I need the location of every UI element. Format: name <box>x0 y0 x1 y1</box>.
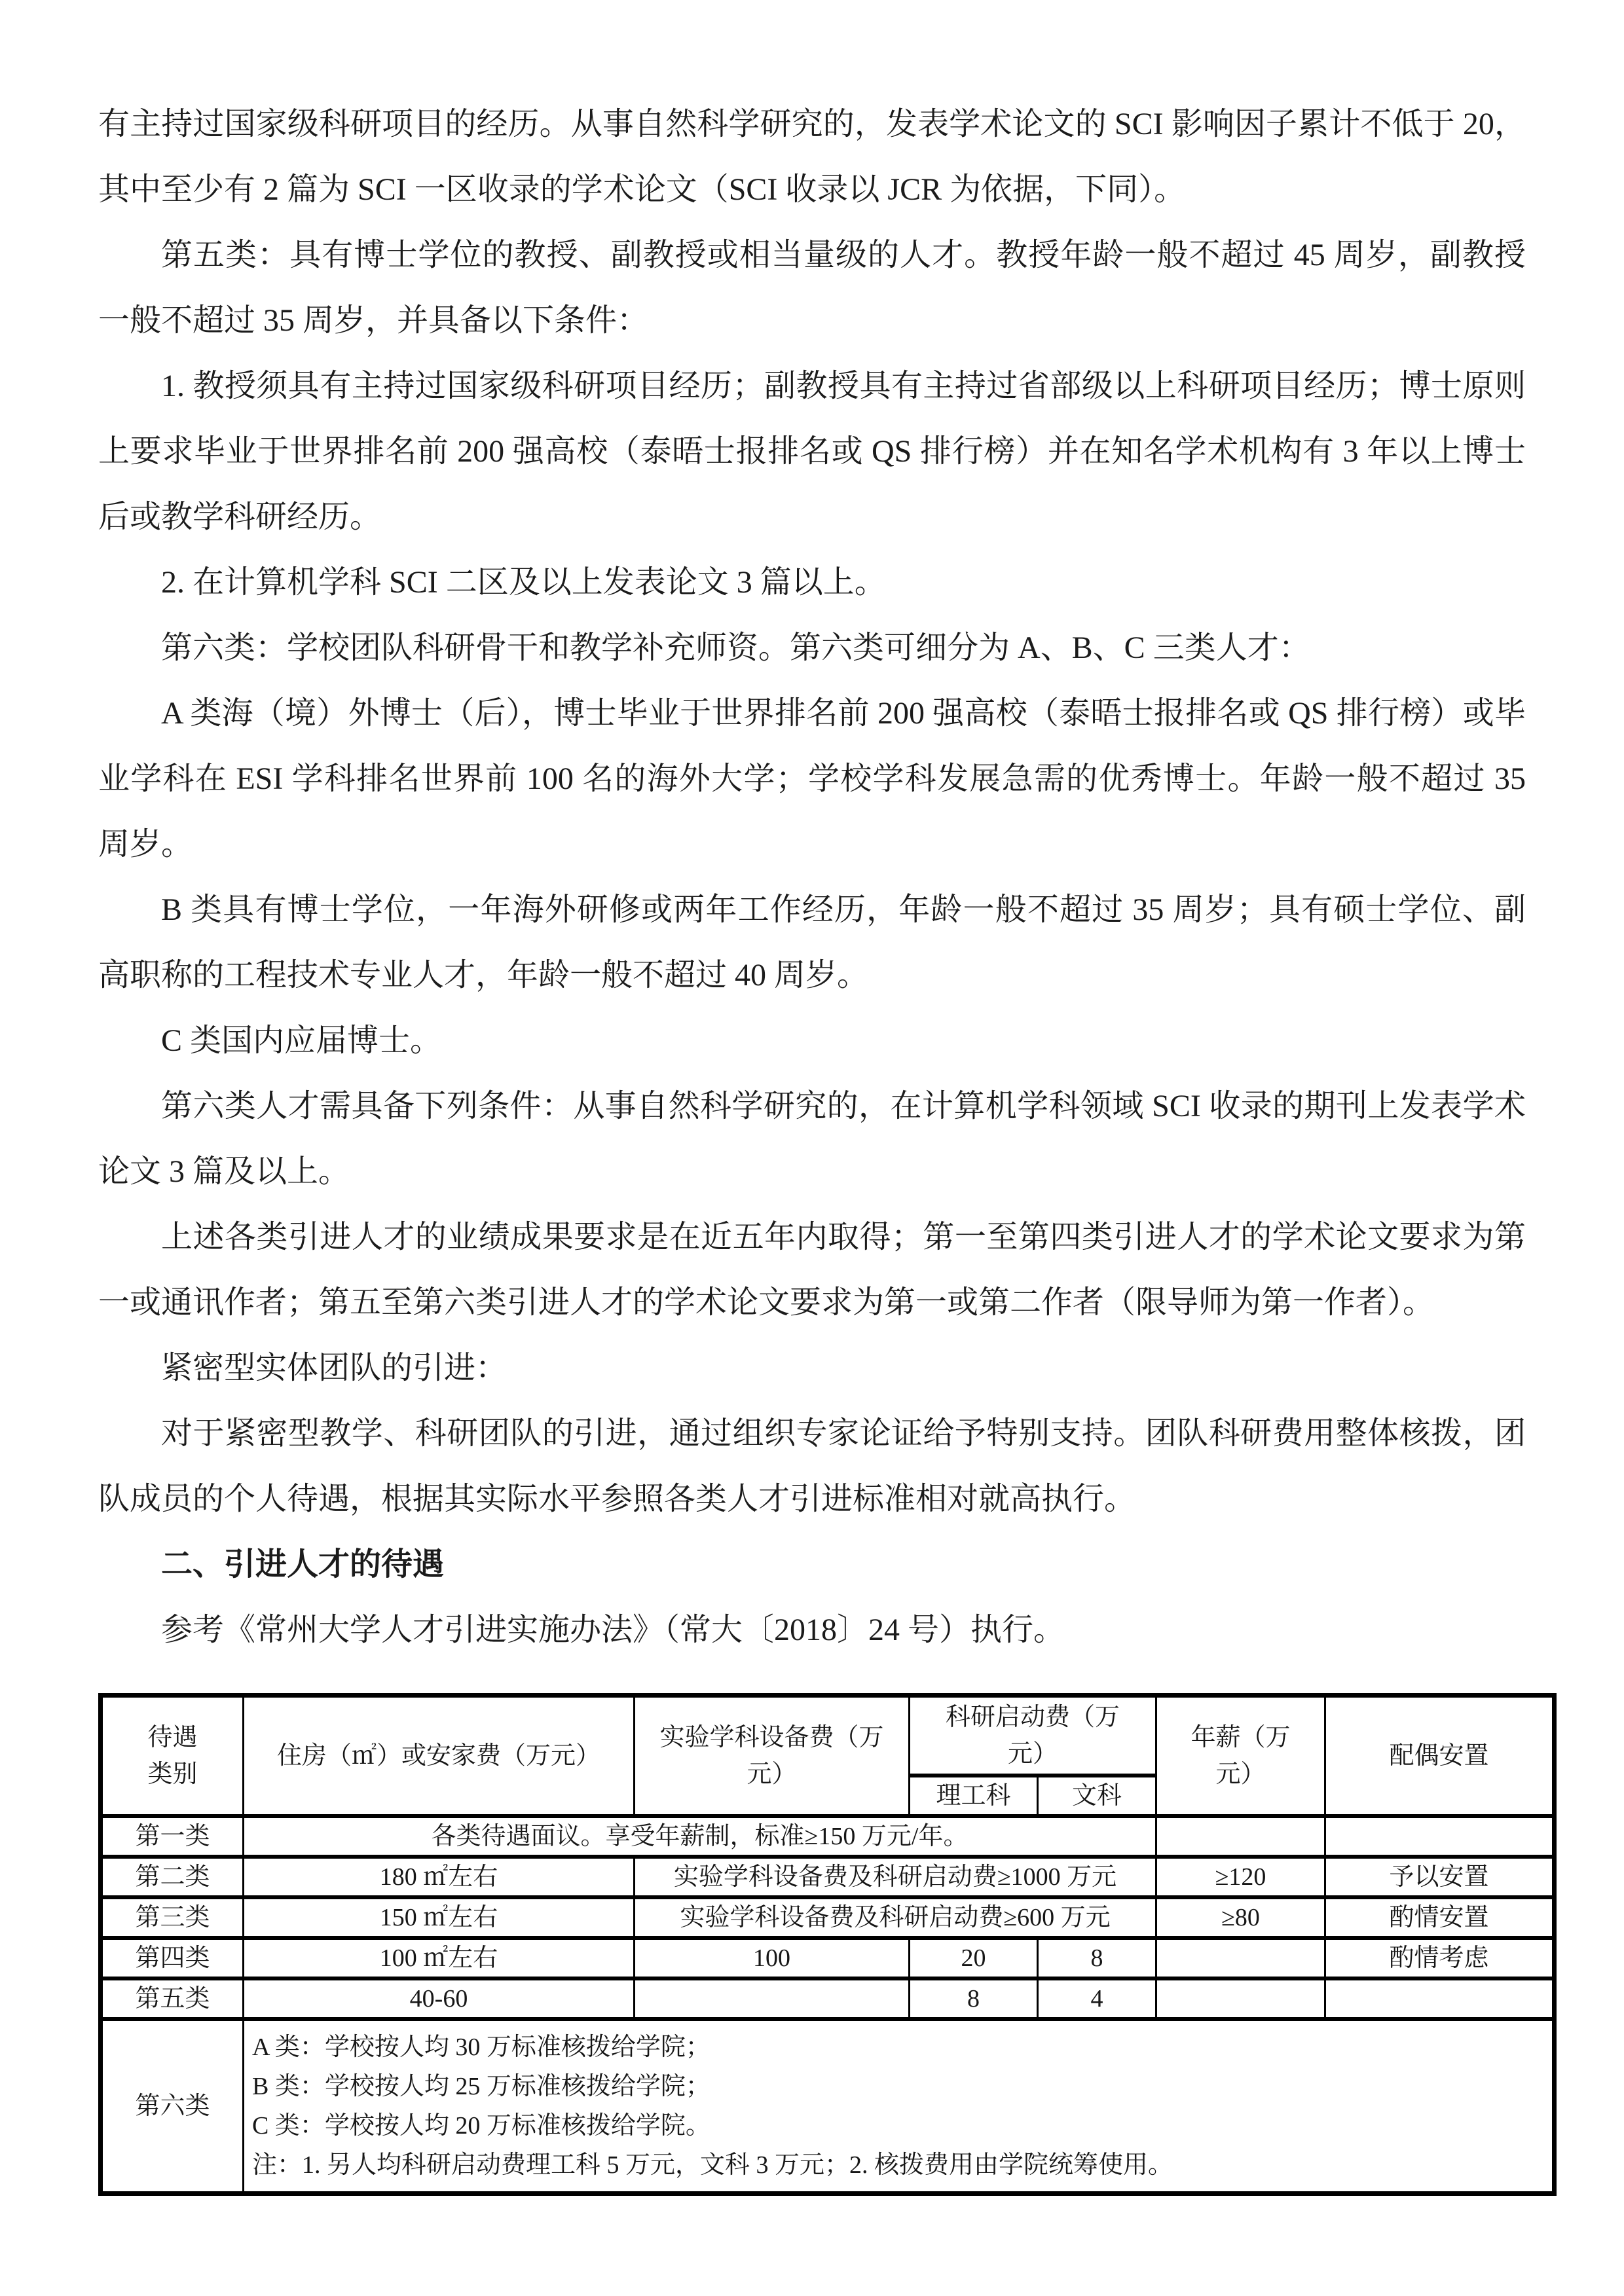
body-paragraph: 紧密型实体团队的引进： <box>161 1351 507 1385</box>
body-paragraph: 有主持过国家级科研项目的经历。从事自然科学研究的，发表学术论文的 SCI 影响因子累计不低于 20，其中至少有 2 篇为 SCI 一区收录的学术论文（SCI 收录以 JCR 为依据，下同）。 <box>98 107 1526 207</box>
cell-housing: 180 ㎡左右 <box>244 1857 635 1897</box>
cell-salary: ≥80 <box>1156 1897 1325 1938</box>
cell-equipment: 100 <box>635 1938 910 1978</box>
benefits-table <box>98 1693 1557 2196</box>
cell-salary <box>1156 1816 1325 1857</box>
body-paragraph: 1. 教授须具有主持过国家级科研项目经历；副教授具有主持过省部级以上科研项目经历；博士原则上要求毕业于世界排名前 200 强高校（泰晤士报排名或 QS 排行榜）并在知名学术机构有 3 年以上博士后或教学科研经历。 <box>98 369 1526 534</box>
body-paragraph: 第五类：具有博士学位的教授、副教授或相当量级的人才。教授年龄一般不超过 45 周岁，副教授一般不超过 35 周岁，并具备以下条件： <box>98 238 1526 338</box>
cell-salary <box>1156 1978 1325 2019</box>
table-header-row <box>101 1696 1555 1776</box>
column-header-spouse: 配偶安置 <box>1325 1696 1555 1817</box>
table-row-category-6 <box>101 2019 1555 2194</box>
body-paragraph: 上述各类引进人才的业绩成果要求是在近五年内取得；第一至第四类引进人才的学术论文要求为第一或通讯作者；第五至第六类引进人才的学术论文要求为第一或第二作者（限导师为第一作者）。 <box>98 1220 1526 1320</box>
section-heading: 二、引进人才的待遇 <box>161 1547 445 1582</box>
cell-housing: 150 ㎡左右 <box>244 1897 635 1938</box>
table-row-category-2 <box>101 1857 1555 1897</box>
body-paragraph: B 类具有博士学位，一年海外研修或两年工作经历，年龄一般不超过 35 周岁；具有硕士学位、副高职称的工程技术专业人才，年龄一般不超过 40 周岁。 <box>98 892 1526 993</box>
column-header-startup-arts: 文科 <box>1038 1776 1156 1816</box>
column-header-category-label: 待遇类别 <box>147 1724 198 1788</box>
cell-spouse: 酌情考虑 <box>1325 1938 1555 1978</box>
category-6-line-a: A 类：学校按人均 30 万标准核拨给学院； <box>252 2033 710 2061</box>
table-row-category-5 <box>101 1978 1555 2019</box>
body-paragraph: A 类海（境）外博士（后），博士毕业于世界排名前 200 强高校（泰晤士报排名或 QS 排行榜）或毕业学科在 ESI 学科排名世界前 100 名的海外大学；学校学科发展急需的优秀博士。年龄一般不超过 35 周岁。 <box>98 696 1526 862</box>
cell-spouse <box>1325 1978 1555 2019</box>
cell-spouse <box>1325 1816 1555 1857</box>
cell-category: 第五类 <box>101 1978 244 2019</box>
cell-category: 第三类 <box>101 1897 244 1938</box>
column-header-salary-label: 年薪（万元） <box>1190 1724 1291 1788</box>
cell-spouse: 予以安置 <box>1325 1857 1555 1897</box>
category-6-line-c: C 类：学校按人均 20 万标准核拨给学院。 <box>252 2112 710 2140</box>
cell-startup-arts: 4 <box>1038 1978 1156 2019</box>
cell-category: 第四类 <box>101 1938 244 1978</box>
cell-salary: ≥120 <box>1156 1857 1325 1897</box>
cell-housing: 100 ㎡左右 <box>244 1938 635 1978</box>
body-paragraph: 参考《常州大学人才引进实施办法》（常大〔2018〕24 号）执行。 <box>161 1613 1065 1647</box>
column-header-startup-stem: 理工科 <box>910 1776 1038 1816</box>
body-paragraph: 第六类人才需具备下列条件：从事自然科学研究的，在计算机学科领域 SCI 收录的期刊上发表学术论文 3 篇及以上。 <box>98 1089 1526 1189</box>
cell-merged-fees: 实验学科设备费及科研启动费≥600 万元 <box>635 1897 1156 1938</box>
cell-category: 第六类 <box>101 2019 244 2194</box>
cell-salary <box>1156 1938 1325 1978</box>
column-header-startup-label: 科研启动费（万元） <box>945 1704 1120 1768</box>
table-row-category-3 <box>101 1897 1555 1938</box>
cell-housing: 40-60 <box>244 1978 635 2019</box>
table-row-category-1 <box>101 1816 1555 1857</box>
body-paragraph: 对于紧密型教学、科研团队的引进，通过组织专家论证给予特别支持。团队科研费用整体核拨，团队成员的个人待遇，根据其实际水平参照各类人才引进标准相对就高执行。 <box>98 1416 1526 1516</box>
category-6-line-b: B 类：学校按人均 25 万标准核拨给学院； <box>252 2073 710 2100</box>
column-header-startup <box>910 1696 1156 1776</box>
cell-startup-stem: 8 <box>910 1978 1038 2019</box>
body-paragraph: 第六类：学校团队科研骨干和教学补充师资。第六类可细分为 A、B、C 三类人才： <box>161 630 1310 665</box>
column-header-salary <box>1156 1696 1325 1817</box>
cell-startup-arts: 8 <box>1038 1938 1156 1978</box>
cell-spouse: 酌情安置 <box>1325 1897 1555 1938</box>
cell-merged-fees: 实验学科设备费及科研启动费≥1000 万元 <box>635 1857 1156 1897</box>
cell-category: 第一类 <box>101 1816 244 1857</box>
category-6-note: 注：1. 另人均科研启动费理工科 5 万元，文科 3 万元；2. 核拨费用由学院统筹使用。 <box>252 2151 1173 2179</box>
column-header-equipment-label: 实验学科设备费（万元） <box>659 1724 884 1788</box>
body-paragraph: C 类国内应届博士。 <box>161 1023 442 1058</box>
cell-category: 第二类 <box>101 1857 244 1897</box>
cell-equipment <box>635 1978 910 2019</box>
cell-startup-stem: 20 <box>910 1938 1038 1978</box>
cell-category-6-details <box>244 2019 1555 2194</box>
table-row-category-4 <box>101 1938 1555 1978</box>
column-header-housing: 住房（㎡）或安家费（万元） <box>244 1696 635 1817</box>
cell-merged-negotiable: 各类待遇面议。享受年薪制，标准≥150 万元/年。 <box>244 1816 1156 1857</box>
body-paragraph: 2. 在计算机学科 SCI 二区及以上发表论文 3 篇以上。 <box>161 565 886 600</box>
column-header-category <box>101 1696 244 1817</box>
column-header-equipment <box>635 1696 910 1817</box>
